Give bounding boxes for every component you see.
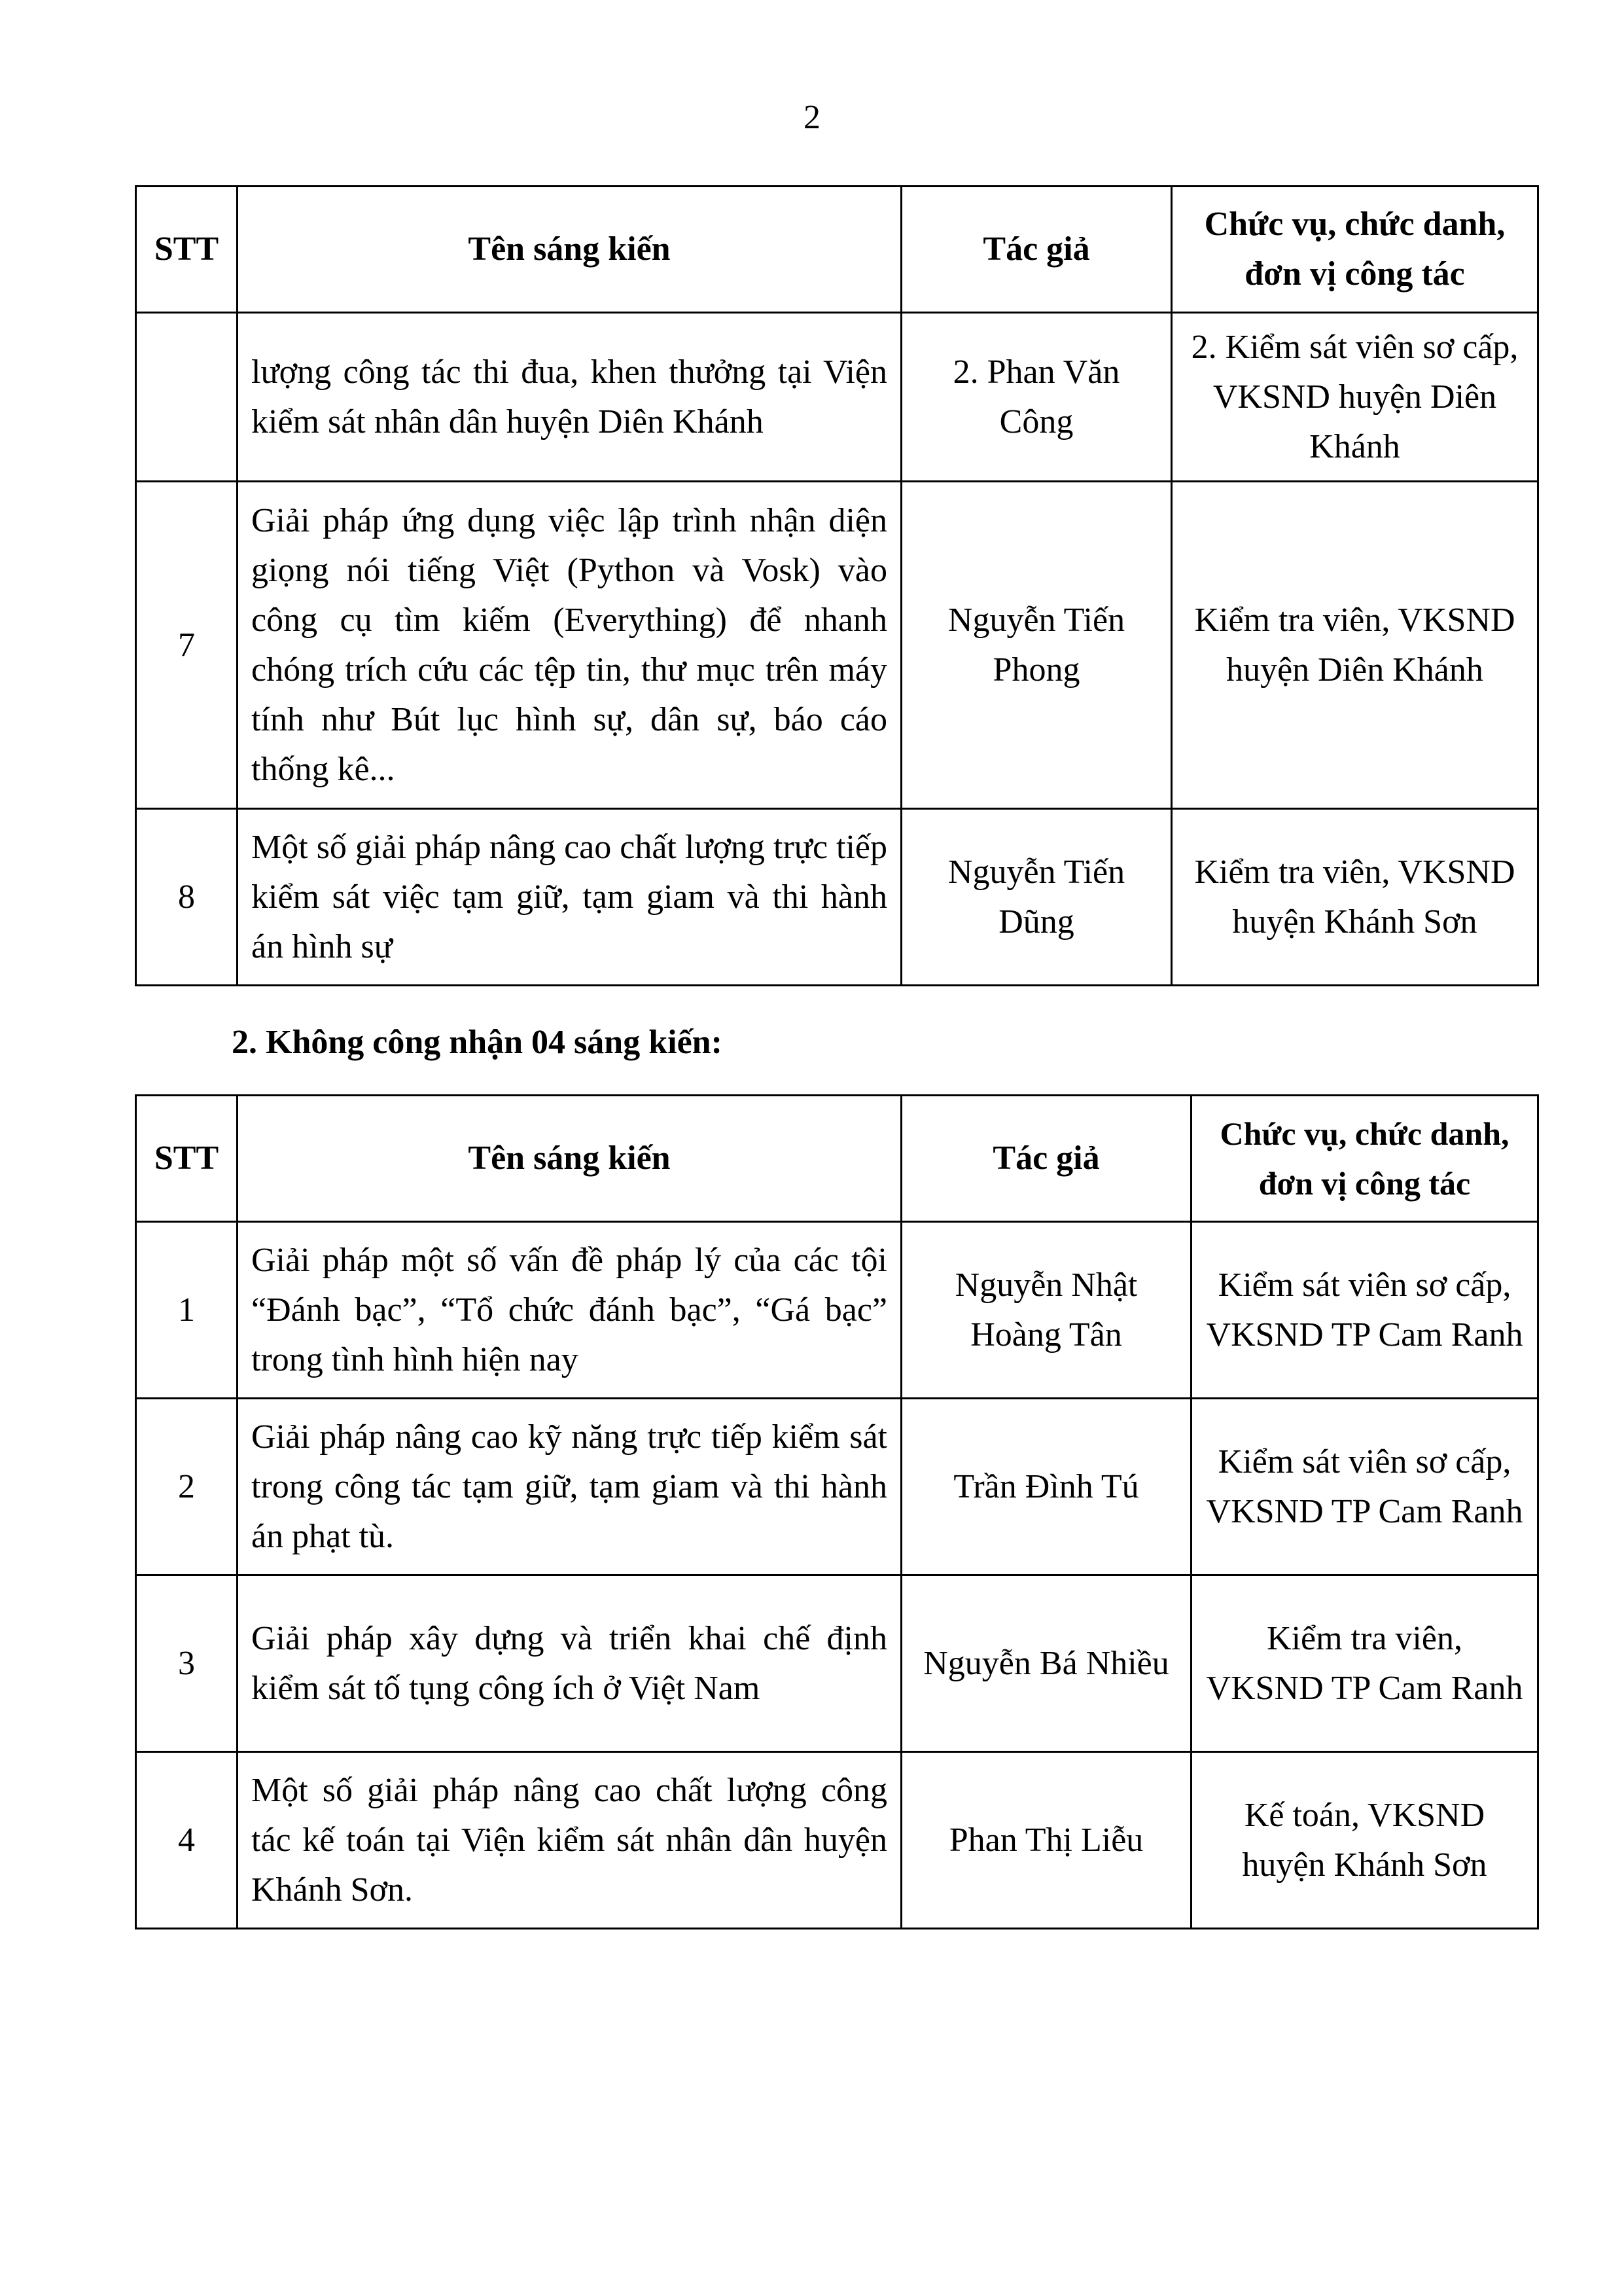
row-initiative-name: Giải pháp nâng cao kỹ năng trực tiếp kiểm sát trong công tác tạm giữ, tạm giam và thi hành án phạt tù. bbox=[238, 1399, 902, 1575]
row-stt: 3 bbox=[136, 1575, 238, 1752]
row-author: Phan Thị Liễu bbox=[902, 1752, 1192, 1929]
row-initiative-name: Một số giải pháp nâng cao chất lượng trực tiếp kiểm sát việc tạm giữ, tạm giam và thi hành án hình sự bbox=[238, 809, 902, 986]
header-author: Tác giả bbox=[902, 187, 1172, 313]
table-row bbox=[136, 1222, 1538, 1399]
header-initiative-name: Tên sáng kiến bbox=[238, 187, 902, 313]
header-position bbox=[1172, 187, 1538, 313]
header-position-line2: đơn vị công tác bbox=[1244, 255, 1465, 293]
row-author: Nguyễn Tiến Phong bbox=[902, 482, 1172, 809]
row-position: Kiểm tra viên, VKSND huyện Khánh Sơn bbox=[1172, 809, 1538, 986]
row-position: Kiểm tra viên, VKSND huyện Diên Khánh bbox=[1172, 482, 1538, 809]
recognized-initiatives-table bbox=[135, 185, 1539, 986]
row-initiative-name: lượng công tác thi đua, khen thưởng tại Viện kiểm sát nhân dân huyện Diên Khánh bbox=[238, 313, 902, 482]
row-stt: 2 bbox=[136, 1399, 238, 1575]
row-stt: 7 bbox=[136, 482, 238, 809]
row-initiative-name: Giải pháp xây dựng và triển khai chế định kiểm sát tố tụng công ích ở Việt Nam bbox=[238, 1575, 902, 1752]
header-position-line1: Chức vụ, chức danh, bbox=[1204, 206, 1506, 243]
row-author: Nguyễn Nhật Hoàng Tân bbox=[902, 1222, 1192, 1399]
header-position-line1: Chức vụ, chức danh, bbox=[1220, 1115, 1509, 1152]
row-initiative-name: Một số giải pháp nâng cao chất lượng công tác kế toán tại Viện kiểm sát nhân dân huyện Khánh Sơn. bbox=[238, 1752, 902, 1929]
row-author: Nguyễn Bá Nhiều bbox=[902, 1575, 1192, 1752]
row-position: Kiểm tra viên, VKSND TP Cam Ranh bbox=[1192, 1575, 1538, 1752]
header-position-line2: đơn vị công tác bbox=[1258, 1165, 1471, 1202]
row-position: Kiểm sát viên sơ cấp, VKSND TP Cam Ranh bbox=[1192, 1399, 1538, 1575]
table-row bbox=[136, 1399, 1538, 1575]
row-author: Trần Đình Tú bbox=[902, 1399, 1192, 1575]
table-row bbox=[136, 1752, 1538, 1929]
table-row bbox=[136, 313, 1538, 482]
table-row bbox=[136, 482, 1538, 809]
table-row bbox=[136, 1575, 1538, 1752]
row-stt bbox=[136, 313, 238, 482]
row-stt: 1 bbox=[136, 1222, 238, 1399]
row-stt: 4 bbox=[136, 1752, 238, 1929]
page-number: 2 bbox=[803, 99, 821, 136]
row-position: Kế toán, VKSND huyện Khánh Sơn bbox=[1192, 1752, 1538, 1929]
header-stt: STT bbox=[136, 187, 238, 313]
unrecognized-initiatives-table bbox=[135, 1094, 1539, 1929]
header-author: Tác giả bbox=[902, 1096, 1192, 1222]
row-stt: 8 bbox=[136, 809, 238, 986]
row-initiative-name: Giải pháp một số vấn đề pháp lý của các tội “Đánh bạc”, “Tổ chức đánh bạc”, “Gá bạc” trong tình hình hiện nay bbox=[238, 1222, 902, 1399]
row-position: 2. Kiểm sát viên sơ cấp, VKSND huyện Diên Khánh bbox=[1172, 313, 1538, 482]
section-heading: 2. Không công nhận 04 sáng kiến: bbox=[232, 1024, 722, 1061]
table-row bbox=[136, 809, 1538, 986]
row-author: 2. Phan Văn Công bbox=[902, 313, 1172, 482]
row-author: Nguyễn Tiến Dũng bbox=[902, 809, 1172, 986]
table-header-row bbox=[136, 1096, 1538, 1222]
table-header-row bbox=[136, 187, 1538, 313]
header-initiative-name: Tên sáng kiến bbox=[238, 1096, 902, 1222]
header-stt: STT bbox=[136, 1096, 238, 1222]
row-position: Kiểm sát viên sơ cấp, VKSND TP Cam Ranh bbox=[1192, 1222, 1538, 1399]
row-initiative-name: Giải pháp ứng dụng việc lập trình nhận diện giọng nói tiếng Việt (Python và Vosk) vào công cụ tìm kiếm (Everything) để nhanh chóng trích cứu các tệp tin, thư mục trên máy tính như Bút lục hình sự, dân sự, báo cáo thống kê... bbox=[238, 482, 902, 809]
header-position bbox=[1192, 1096, 1538, 1222]
